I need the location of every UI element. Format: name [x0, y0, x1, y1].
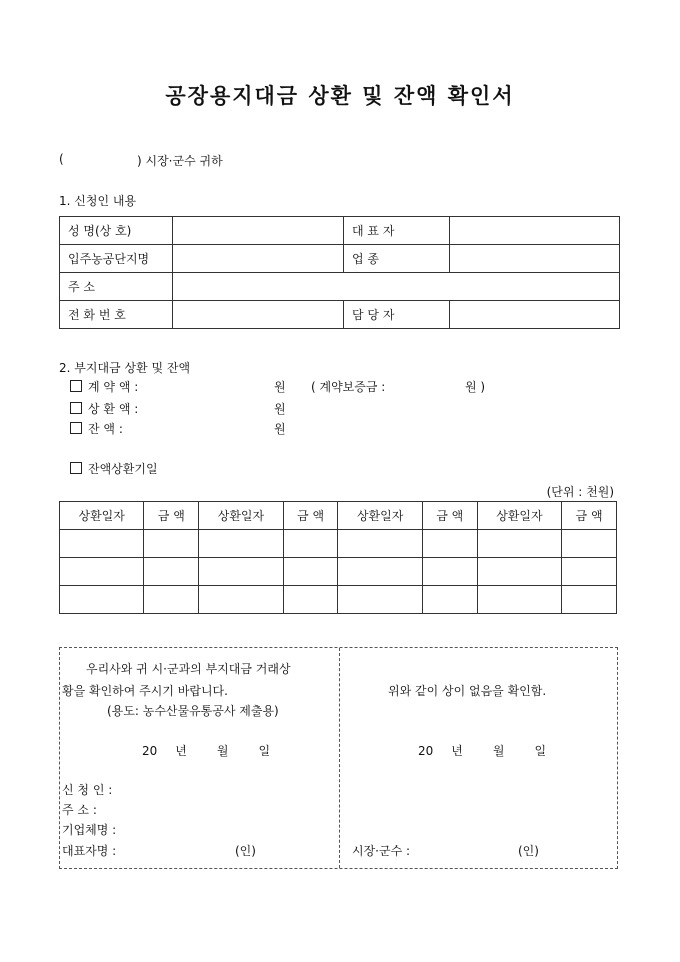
header-amount: 금 액	[562, 502, 617, 530]
request-line1: 우리사와 귀 시·군과의 부지대금 거래상	[86, 662, 291, 676]
purpose-text: (용도: 농수산물유통공사 제출용)	[107, 704, 279, 718]
cell[interactable]	[283, 586, 338, 614]
cell[interactable]	[338, 530, 422, 558]
cell[interactable]	[422, 586, 477, 614]
industry-label: 업 종	[344, 245, 450, 273]
box-divider	[339, 648, 340, 868]
cell[interactable]	[562, 558, 617, 586]
representative-label	[344, 217, 450, 245]
name-label: 성 명(상 호)	[60, 217, 173, 245]
cell[interactable]	[477, 530, 561, 558]
right-seal: (인)	[518, 844, 539, 858]
day-label: 일	[534, 744, 547, 758]
contact-label: 담 당 자	[344, 301, 450, 329]
addressee-text: ) 시장·군수 귀하	[137, 154, 223, 168]
left-date	[142, 742, 270, 759]
item-label: 계 약 액 :	[88, 380, 139, 394]
year-label: 년	[451, 744, 463, 758]
won-unit: 원	[274, 380, 286, 394]
representative-field[interactable]	[450, 217, 620, 245]
cell[interactable]	[338, 586, 422, 614]
confirmation-box	[59, 647, 618, 869]
industry-field[interactable]	[450, 245, 620, 273]
deposit-unit: 원 )	[465, 380, 486, 394]
representative-label-text: 대 표 자	[352, 224, 395, 238]
address-label: 주 소	[60, 273, 173, 301]
table-row	[60, 530, 617, 558]
cell[interactable]	[283, 530, 338, 558]
item-label: 상 환 액 :	[88, 402, 139, 416]
address-label: 주 소 :	[62, 803, 97, 817]
year-prefix: 20	[142, 744, 158, 758]
cell[interactable]	[283, 558, 338, 586]
mayor-label: 시장·군수 :	[352, 844, 411, 858]
header-date: 상환일자	[199, 502, 283, 530]
cell[interactable]	[199, 586, 283, 614]
cell[interactable]	[199, 558, 283, 586]
complex-field[interactable]	[173, 245, 344, 273]
addressee-open: (	[59, 152, 64, 166]
cell[interactable]	[60, 586, 144, 614]
checkbox[interactable]	[70, 422, 82, 434]
cell[interactable]	[144, 558, 199, 586]
cell[interactable]	[562, 530, 617, 558]
schedule-label: 잔액상환기일	[88, 462, 158, 476]
table-row	[60, 558, 617, 586]
applicant-label: 신 청 인 :	[62, 783, 113, 797]
header-amount: 금 액	[422, 502, 477, 530]
header-amount: 금 액	[283, 502, 338, 530]
checkbox[interactable]	[70, 462, 82, 474]
request-line2: 황을 확인하여 주시기 바랍니다.	[62, 684, 228, 698]
deposit-label: ( 계약보증금 :	[311, 380, 386, 394]
cell[interactable]	[144, 530, 199, 558]
repaid-amount-row	[70, 400, 138, 417]
month-label: 월	[492, 744, 505, 758]
name-field[interactable]	[173, 217, 344, 245]
document-title: 공장용지대금 상환 및 잔액 확인서	[165, 83, 515, 108]
complex-label: 입주농공단지명	[60, 245, 173, 273]
day-label: 일	[258, 744, 271, 758]
confirm-text: 위와 같이 상이 없음을 확인함.	[388, 684, 547, 698]
phone-field[interactable]	[173, 301, 344, 329]
won-unit: 원	[274, 422, 286, 436]
won-unit: 원	[274, 402, 286, 416]
header-date: 상환일자	[477, 502, 561, 530]
address-field[interactable]	[173, 273, 620, 301]
cell[interactable]	[422, 558, 477, 586]
cell[interactable]	[60, 558, 144, 586]
rep-name-label: 대표자명 :	[62, 844, 117, 858]
cell[interactable]	[422, 530, 477, 558]
repayment-table	[59, 501, 617, 614]
item-label: 잔 액 :	[88, 422, 123, 436]
right-date	[418, 742, 546, 759]
table-row	[60, 586, 617, 614]
cell[interactable]	[477, 558, 561, 586]
header-date: 상환일자	[60, 502, 144, 530]
cell[interactable]	[562, 586, 617, 614]
cell[interactable]	[60, 530, 144, 558]
cell[interactable]	[338, 558, 422, 586]
balance-row	[70, 420, 123, 437]
phone-label: 전 화 번 호	[60, 301, 173, 329]
schedule-row	[70, 460, 158, 477]
company-label: 기업체명 :	[62, 823, 117, 837]
checkbox[interactable]	[70, 402, 82, 414]
cell[interactable]	[144, 586, 199, 614]
header-amount: 금 액	[144, 502, 199, 530]
left-seal: (인)	[235, 844, 256, 858]
cell[interactable]	[477, 586, 561, 614]
header-date: 상환일자	[338, 502, 422, 530]
contract-amount-row	[70, 378, 138, 395]
section2-heading: 2. 부지대금 상환 및 잔액	[59, 361, 191, 375]
unit-note: (단위 : 천원)	[546, 485, 614, 499]
year-prefix: 20	[418, 744, 434, 758]
applicant-table	[59, 216, 620, 329]
cell[interactable]	[199, 530, 283, 558]
contact-field[interactable]	[450, 301, 620, 329]
checkbox[interactable]	[70, 380, 82, 392]
month-label: 월	[216, 744, 229, 758]
section1-heading: 1. 신청인 내용	[59, 194, 137, 208]
year-label: 년	[175, 744, 187, 758]
